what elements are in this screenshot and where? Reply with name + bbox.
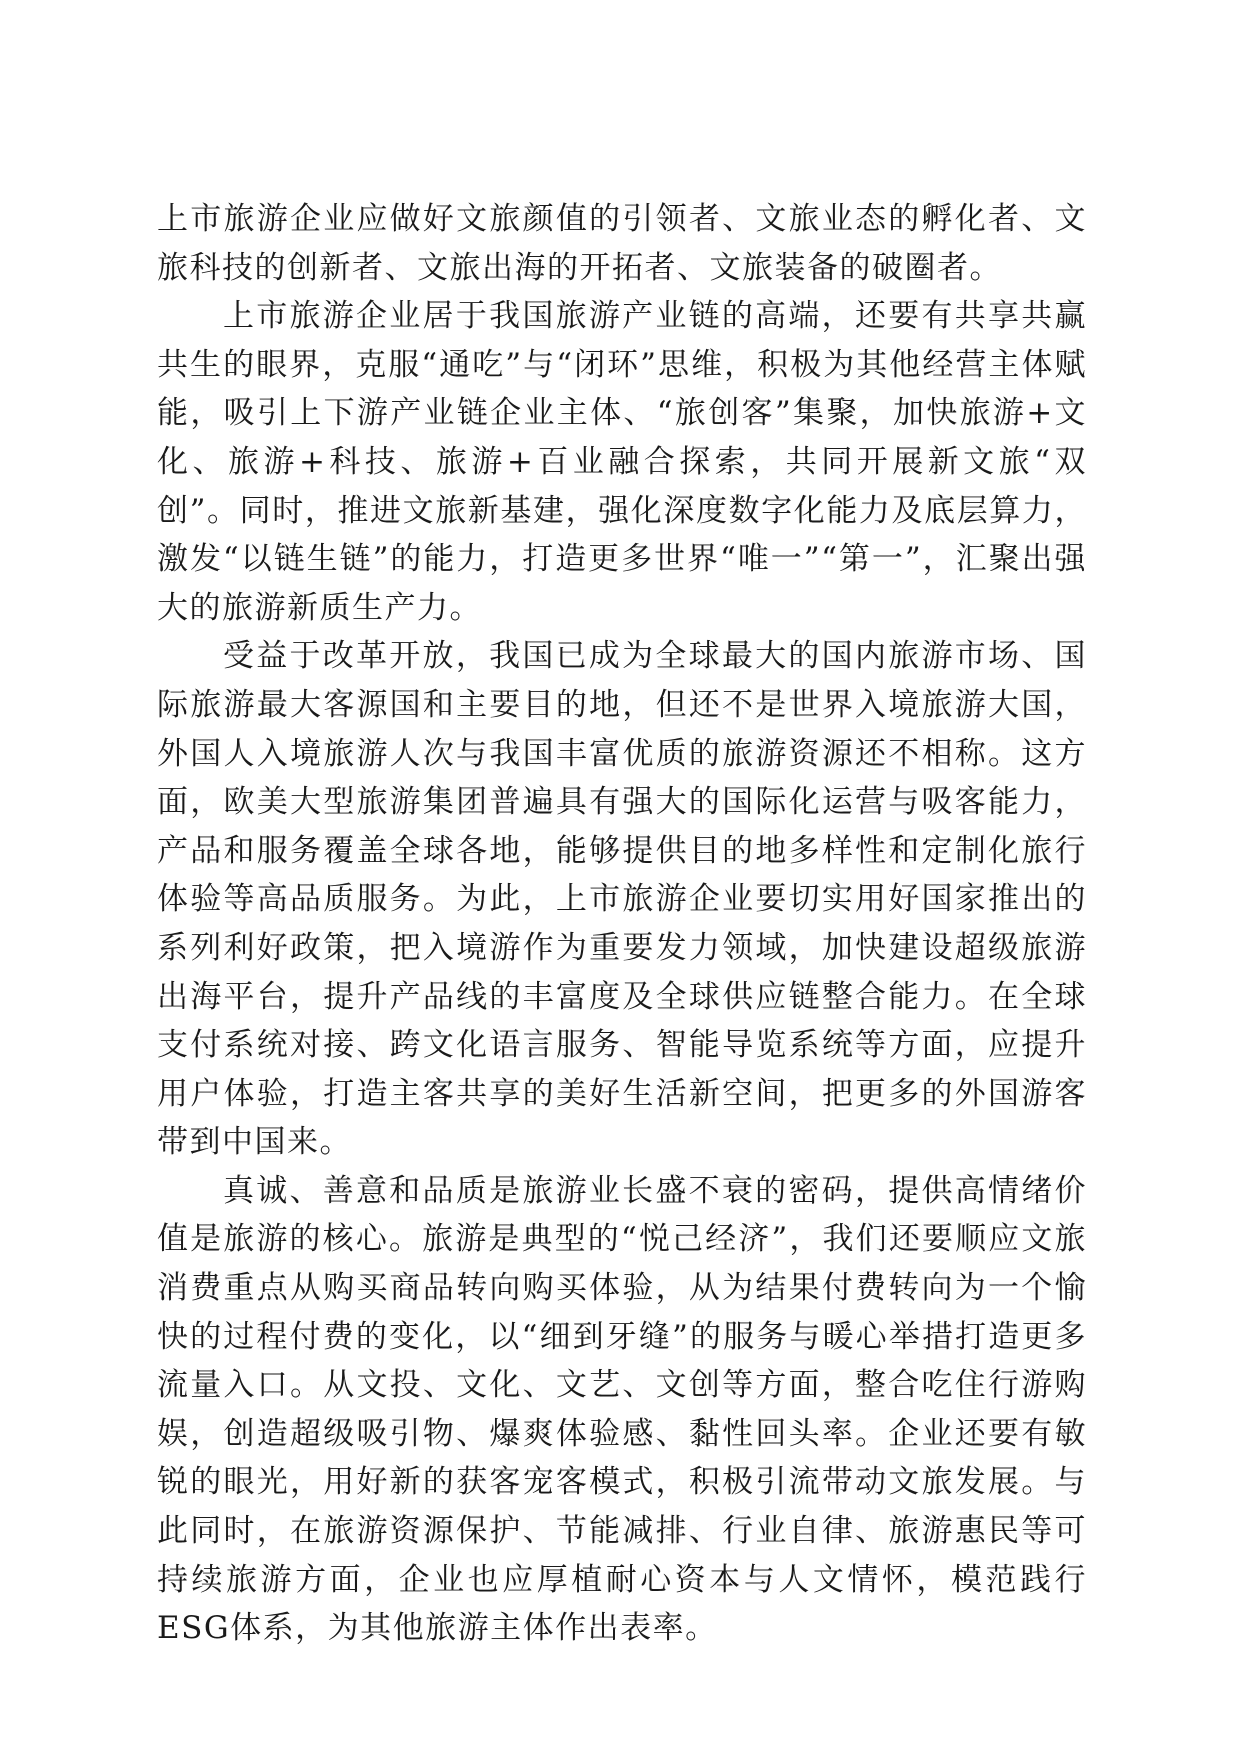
paragraph-1: 上市旅游企业应做好文旅颜值的引领者、文旅业态的孵化者、文旅科技的创新者、文旅出海的开拓者、文旅装备的破圈者。 — [157, 201, 1087, 286]
paragraph-2: 上市旅游企业居于我国旅游产业链的高端，还要有共享共赢共生的眼界，克服“通吃”与“闭环”思维，积极为其他经营主体赋能，吸引上下游产业链企业主体、“旅创客”集聚，加快旅游+文化、旅游+科技、旅游+百业融合探索，共同开展新文旅“双创”。同时，推进文旅新基建，强化深度数字化能力及底层算力，激发“以链生链”的能力，打造更多世界“唯一”“第一”，汇聚出强大的旅游新质生产力。 — [157, 298, 1087, 626]
paragraph-4: 真诚、善意和品质是旅游业长盛不衰的密码，提供高情绪价值是旅游的核心。旅游是典型的“悦己经济”，我们还要顺应文旅消费重点从购买商品转向购买体验，从为结果付费转向为一个愉快的过程付费的变化，以“细到牙缝”的服务与暖心举措打造更多流量入口。从文投、文化、文艺、文创等方面，整合吃住行游购娱，创造超级吸引物、爆爽体验感、黏性回头率。企业还要有敏锐的眼光，用好新的获客宠客模式，积极引流带动文旅发展。与此同时，在旅游资源保护、节能减排、行业自律、旅游惠民等可持续旅游方面，企业也应厚植耐心资本与人文情怀，模范践行ESG体系，为其他旅游主体作出表率。 — [157, 1172, 1087, 1647]
paragraph-3: 受益于改革开放，我国已成为全球最大的国内旅游市场、国际旅游最大客源国和主要目的地，但还不是世界入境旅游大国，外国人入境旅游人次与我国丰富优质的旅游资源还不相称。这方面，欧美大型旅游集团普遍具有强大的国际化运营与吸客能力，产品和服务覆盖全球各地，能够提供目的地多样性和定制化旅行体验等高品质服务。为此，上市旅游企业要切实用好国家推出的系列利好政策，把入境游作为重要发力领域，加快建设超级旅游出海平台，提升产品线的丰富度及全球供应链整合能力。在全球支付系统对接、跨文化语言服务、智能导览系统等方面，应提升用户体验，打造主客共享的美好生活新空间，把更多的外国游客带到中国来。 — [157, 638, 1087, 1161]
article-body — [157, 195, 1087, 1653]
